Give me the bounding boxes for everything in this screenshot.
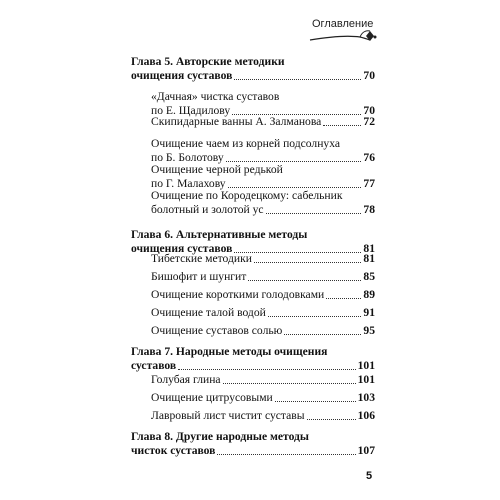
toc-section-entry[interactable]	[151, 90, 375, 118]
dot-leader	[223, 382, 356, 384]
toc-entry-title: Лавровый лист чистит суставы	[151, 409, 305, 422]
toc-section-entry[interactable]	[151, 252, 375, 266]
toc-entry-title-line1: Глава 8. Другие народные методы	[131, 430, 309, 443]
dot-leader	[266, 212, 362, 214]
toc-chapter-entry[interactable]	[131, 55, 375, 83]
toc-page-number: 72	[363, 115, 375, 128]
toc-chapter-entry[interactable]	[131, 430, 375, 458]
toc-section-entry[interactable]	[151, 409, 375, 423]
running-header: Оглавление	[312, 18, 374, 30]
toc-entry-title: чисток суставов	[131, 444, 216, 457]
dot-leader	[234, 78, 361, 80]
dot-leader	[326, 297, 361, 299]
toc-chapter-entry[interactable]	[131, 345, 375, 373]
toc-section-entry[interactable]	[151, 163, 375, 191]
toc-section-entry[interactable]	[151, 391, 375, 405]
toc-entry-title: Очищение цитрусовыми	[151, 391, 273, 404]
toc-page-number: 107	[357, 444, 375, 457]
toc-entry-title-line1: Глава 6. Альтернативные методы	[131, 228, 308, 241]
toc-section-entry[interactable]	[151, 373, 375, 387]
toc-entry-title: очищения суставов	[131, 242, 233, 255]
toc-section-entry[interactable]	[151, 115, 375, 129]
toc-page-number: 81	[363, 242, 375, 255]
toc-page-number: 101	[357, 359, 375, 372]
toc-entry-title-line1: Глава 7. Народные методы очищения	[131, 345, 328, 358]
dot-leader	[226, 160, 362, 162]
toc-entry-title-line1: Очищение чаем из корней подсолнуха	[151, 137, 340, 150]
dot-leader	[275, 400, 356, 402]
toc-page-number: 76	[363, 151, 375, 164]
toc-entry-title-line1: Очищение по Кородецкому: сабельник	[151, 189, 343, 202]
dot-leader	[323, 124, 361, 126]
page-number: 5	[366, 470, 373, 482]
toc-section-entry[interactable]	[151, 270, 375, 284]
toc-page-number: 103	[357, 391, 375, 404]
toc-page-number: 89	[363, 288, 375, 301]
toc-entry-title: по Г. Малахову	[151, 177, 226, 190]
dot-leader	[254, 261, 361, 263]
toc-section-entry[interactable]	[151, 137, 375, 165]
toc-page-number: 70	[363, 69, 375, 82]
toc-entry-title: Тибетские методики	[151, 252, 252, 265]
toc-page-number: 106	[357, 409, 375, 422]
toc-page-number: 85	[363, 270, 375, 283]
toc-page-number: 81	[363, 252, 375, 265]
dot-leader	[248, 279, 361, 281]
toc-section-entry[interactable]	[151, 306, 375, 320]
toc-entry-title: Голубая глина	[151, 373, 221, 386]
toc-entry-title: Очищение суставов солью	[151, 324, 283, 337]
dot-leader	[217, 453, 355, 455]
toc-page-number: 91	[363, 306, 375, 319]
toc-entry-title-line1: Глава 5. Авторские методики	[131, 55, 285, 68]
dot-leader	[178, 368, 355, 370]
toc-entry-title: очищения суставов	[131, 69, 233, 82]
toc-entry-title-line1: Очищение черной редькой	[151, 163, 283, 176]
toc-entry-title: по Б. Болотову	[151, 151, 224, 164]
toc-section-entry[interactable]	[151, 189, 375, 217]
ornament-flourish-icon	[308, 26, 378, 48]
dot-leader	[307, 418, 356, 420]
toc-entry-title: Скипидарные ванны А. Залманова	[151, 115, 322, 128]
toc-entry-title: по Е. Щадилову	[151, 104, 231, 117]
toc-section-entry[interactable]	[151, 324, 375, 338]
toc-page-number: 70	[363, 104, 375, 117]
toc-entry-title: болотный и золотой ус	[151, 203, 264, 216]
toc-entry-title: Очищение короткими голодовками	[151, 288, 325, 301]
toc-entry-title: Очищение талой водой	[151, 306, 266, 319]
dot-leader	[284, 333, 361, 335]
toc-page-number: 78	[363, 203, 375, 216]
toc-page-number: 77	[363, 177, 375, 190]
toc-entry-title: суставов	[131, 359, 177, 372]
toc-entry-title-line1: «Дачная» чистка суставов	[151, 90, 280, 103]
toc-page-number: 101	[357, 373, 375, 386]
toc-section-entry[interactable]	[151, 288, 375, 302]
dot-leader	[228, 186, 362, 188]
dot-leader	[268, 315, 362, 317]
toc-page-number: 95	[363, 324, 375, 337]
toc-entry-title: Бишофит и шунгит	[151, 270, 247, 283]
